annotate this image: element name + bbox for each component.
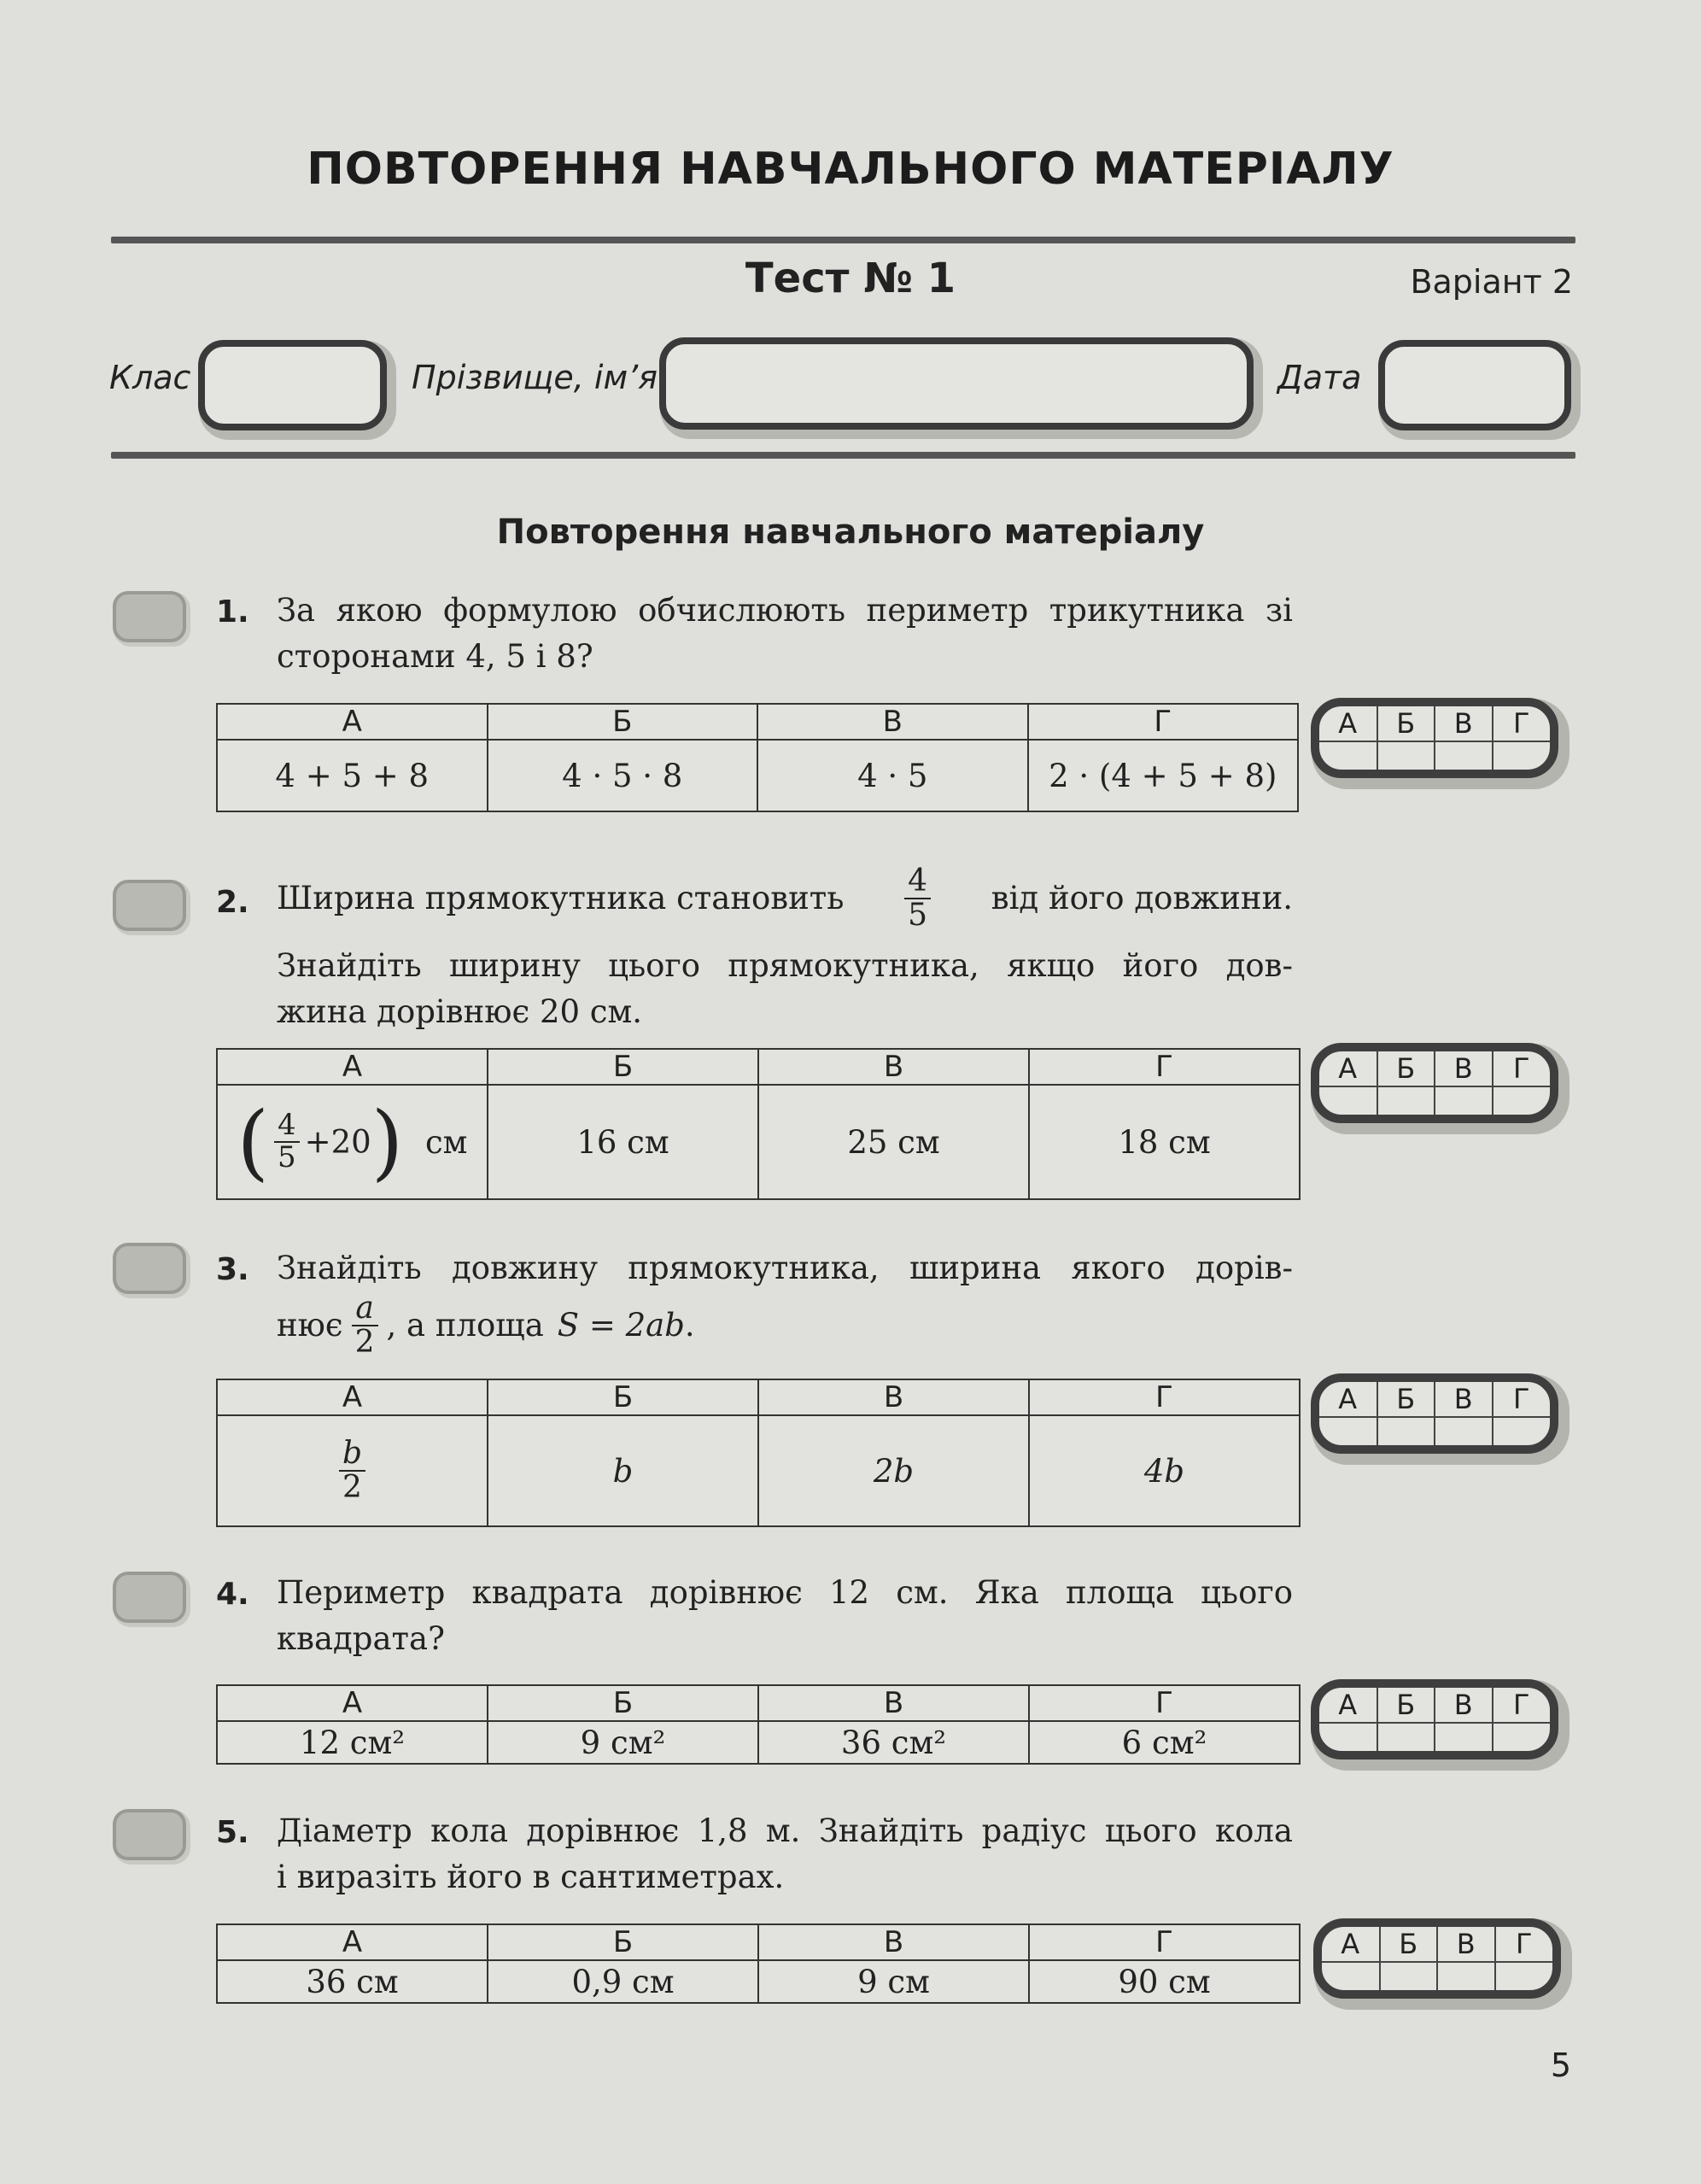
answer-letter: Г [1493,1688,1551,1723]
score-marker-q2 [113,880,186,931]
option-value: ( $\frac{4}{5}$ +20) см [217,1085,488,1199]
answer-letter: В [1435,1688,1493,1723]
option-header: Б [488,1049,758,1085]
option-header: А [217,1049,488,1085]
date-label: Дата [1277,359,1362,396]
name-label: Прізвище, ім’я [412,359,658,396]
fraction: $\frac{4}{5}$ [904,865,931,932]
answer-cell[interactable] [1377,1723,1435,1751]
option-value: 0,9 см [488,1960,758,2003]
answer-letter: В [1435,1051,1493,1086]
option-value: 36 см [217,1960,488,2003]
option-header: В [758,1924,1029,1960]
answer-letter: Б [1377,1382,1435,1417]
answer-grid-q5[interactable] [1313,1918,1561,1999]
answer-cell[interactable] [1319,741,1377,770]
answer-cell[interactable] [1319,1417,1377,1445]
answer-cell[interactable] [1319,1723,1377,1751]
option-header: Б [488,1379,758,1415]
answer-letter: Б [1377,1688,1435,1723]
option-header: Г [1029,1379,1300,1415]
option-value: 6 см² [1029,1721,1300,1764]
answer-letter: А [1319,1688,1377,1723]
question-text: Ширина прямокутника становить $\frac{4}{5}$ від його довжини. Знайдіть ширину цього прямокутника, якщо його дов- жина дорівнює 20 см. [277,864,1293,1030]
answer-letter: А [1319,1382,1377,1417]
options-table-q5 [216,1923,1301,2004]
score-marker-q3 [113,1243,186,1294]
option-value: 18 см [1029,1085,1300,1199]
top-rule [111,237,1575,243]
question-text: Периметр квадрата дорівнює 12 см. Яка площа цього квадрата? [277,1574,1293,1657]
answer-letter: А [1319,1051,1377,1086]
option-header: Г [1028,704,1299,740]
question-text: Знайдіть довжину прямокутника, ширина якого дорів- нює $\frac{a}{2}$ , а площа S = 2ab . [277,1250,1293,1360]
answer-letter: Б [1377,706,1435,741]
main-title: ПОВТОРЕННЯ НАВЧАЛЬНОГО МАТЕРІАЛУ [307,143,1394,195]
answer-letter: Б [1380,1927,1438,1962]
option-value: 90 см [1029,1960,1300,2003]
option-value: 4 + 5 + 8 [217,740,488,811]
answer-letter: Г [1493,1382,1551,1417]
option-value: 2 · (4 + 5 + 8) [1028,740,1299,811]
answer-letter: Г [1493,706,1551,741]
class-label: Клас [109,359,191,396]
option-value: 4 · 5 [757,740,1028,811]
question-number: 3. [216,1252,249,1287]
option-value: 16 см [488,1085,758,1199]
answer-grid-q1[interactable] [1311,698,1558,778]
option-header: Г [1029,1049,1300,1085]
question-number: 4. [216,1577,249,1612]
option-header: Б [488,704,758,740]
option-header: Б [488,1685,758,1721]
bottom-rule [111,452,1575,459]
option-value: 36 см² [758,1721,1029,1764]
option-header: Г [1029,1685,1300,1721]
name-input-box[interactable] [659,337,1254,430]
score-marker-q5 [113,1809,186,1860]
option-header: А [217,1685,488,1721]
options-table-q1 [216,703,1299,812]
option-header: А [217,1379,488,1415]
option-value: 9 см [758,1960,1029,2003]
answer-cell[interactable] [1493,1723,1551,1751]
answer-letter: Г [1495,1927,1553,1962]
score-marker-q4 [113,1572,186,1623]
score-marker-q1 [113,591,186,642]
option-header: А [217,704,488,740]
option-value: 12 см² [217,1721,488,1764]
question-number: 5. [216,1815,249,1850]
option-value: 4b [1029,1415,1300,1526]
option-value: $\frac{b}{2}$ [217,1415,488,1526]
question-number: 2. [216,885,249,920]
option-value: 9 см² [488,1721,758,1764]
option-header: А [217,1924,488,1960]
option-header: В [758,1379,1029,1415]
option-header: В [758,1049,1029,1085]
option-value: 25 см [758,1085,1029,1199]
class-input-box[interactable] [198,340,387,430]
option-value: b [488,1415,758,1526]
answer-letter: А [1319,706,1377,741]
answer-cell[interactable] [1493,741,1551,770]
answer-cell[interactable] [1380,1962,1438,1990]
answer-cell[interactable] [1495,1962,1553,1990]
option-header: В [757,704,1028,740]
answer-grid-q2[interactable] [1311,1043,1558,1123]
variant-label: Варіант 2 [1410,263,1573,301]
question-text: Діаметр кола дорівнює 1,8 м. Знайдіть радіус цього кола і виразіть його в сантиметрах. [277,1812,1293,1895]
answer-letter: В [1435,706,1493,741]
options-table-q4 [216,1684,1301,1765]
answer-letter: А [1322,1927,1380,1962]
answer-grid-q3[interactable] [1311,1373,1558,1454]
answer-cell[interactable] [1377,1086,1435,1115]
option-value: 4 · 5 · 8 [488,740,758,811]
answer-cell[interactable] [1377,1417,1435,1445]
question-text: За якою формулою обчислюють периметр трикутника зі сторонами 4, 5 і 8? [277,592,1293,675]
answer-cell[interactable] [1493,1086,1551,1115]
date-input-box[interactable] [1378,340,1571,430]
fraction: $\frac{a}{2}$ [352,1292,378,1359]
answer-cell[interactable] [1435,741,1493,770]
answer-cell[interactable] [1493,1417,1551,1445]
answer-cell[interactable] [1435,1417,1493,1445]
options-table-q2 [216,1048,1301,1200]
option-header: В [758,1685,1029,1721]
answer-cell[interactable] [1435,1723,1493,1751]
answer-letter: Г [1493,1051,1551,1086]
option-header: Б [488,1924,758,1960]
answer-cell[interactable] [1437,1962,1495,1990]
answer-grid-q4[interactable] [1311,1679,1558,1759]
answer-letter: Б [1377,1051,1435,1086]
answer-cell[interactable] [1435,1086,1493,1115]
option-header: Г [1029,1924,1300,1960]
option-value: 2b [758,1415,1029,1526]
answer-cell[interactable] [1377,741,1435,770]
answer-cell[interactable] [1322,1962,1380,1990]
section-title: Повторення навчального матеріалу [496,512,1205,552]
page-number: 5 [1550,2046,1571,2084]
answer-cell[interactable] [1319,1086,1377,1115]
answer-letter: В [1435,1382,1493,1417]
answer-letter: В [1437,1927,1495,1962]
question-number: 1. [216,594,249,629]
options-table-q3 [216,1379,1301,1527]
test-title: Тест № 1 [745,255,956,302]
